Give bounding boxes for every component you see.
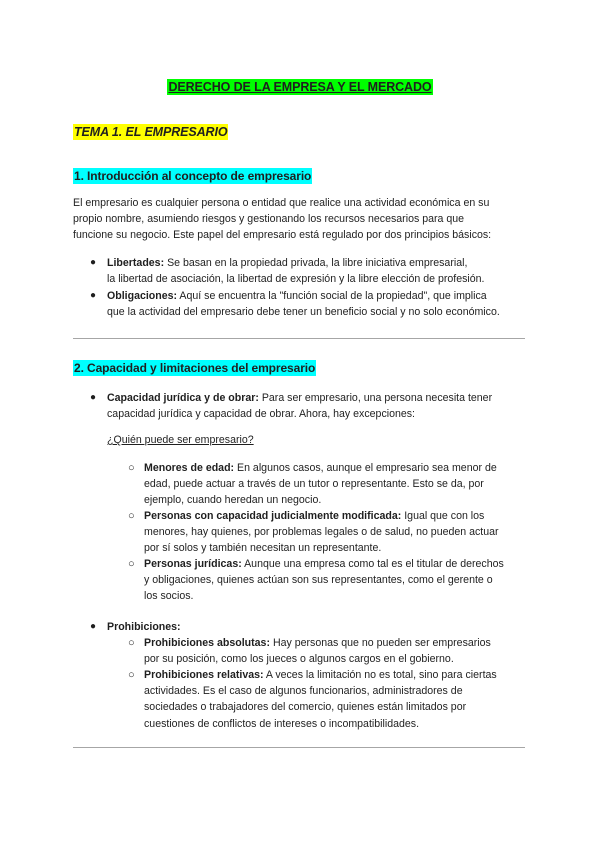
intro-line: propio nombre, asumiendo riesgos y gestionando los recursos necesarios para que: [73, 213, 465, 226]
bullet-text: y obligaciones, quienes actúan son sus representantes, como el gerente o: [144, 574, 493, 587]
bullet-dot: ●: [90, 290, 97, 301]
bullet-text: Hay personas que no pueden ser empresarios: [272, 637, 491, 649]
bullet-text: capacidad jurídica y capacidad de obrar. Ahora, hay excepciones:: [107, 408, 416, 421]
bullet-text: que la actividad del empresario debe tener un beneficio social y no solo económico.: [107, 306, 500, 319]
sub-bullet-menores: [144, 460, 497, 509]
circle-bullet: ○: [128, 669, 135, 681]
bullet-text: Igual que con los: [404, 510, 485, 522]
bullet-text: sociedades o trabajadores del comercio, quienes están limitados por: [144, 701, 467, 714]
intro-line: funcione su negocio. Este papel del empresario está regulado por dos principios básicos:: [73, 229, 492, 242]
bullet-term: Prohibiciones:: [107, 621, 181, 633]
sub-bullet-prohibiciones-absolutas: [144, 635, 491, 667]
section2-heading: 2. Capacidad y limitaciones del empresario: [74, 361, 316, 375]
bullet-dot: ●: [90, 392, 97, 403]
bullet-text: Para ser empresario, una persona necesita tener: [261, 392, 493, 404]
question-link[interactable]: ¿Quién puede ser empresario?: [107, 434, 254, 446]
title-container: [0, 78, 600, 96]
bullet-prohibiciones: [107, 619, 181, 635]
bullet-text: edad, puede actuar a través de un tutor o representante. Esto se da, por: [144, 478, 484, 491]
bullet-term: Libertades:: [107, 257, 165, 269]
bullet-text: por su posición, como los jueces o algunos cargos en el gobierno.: [144, 653, 454, 666]
bullet-text: los socios.: [144, 590, 194, 603]
bullet-term: Personas con capacidad judicialmente modificada:: [144, 510, 402, 522]
section1-heading: 1. Introducción al concepto de empresario: [74, 169, 312, 183]
bullet-text: Se basan en la propiedad privada, la libre iniciativa empresarial,: [167, 257, 468, 269]
bullet-text: por sí solos y también necesitan un representante.: [144, 542, 382, 555]
section1-intro: [73, 195, 533, 244]
bullet-term: Prohibiciones relativas:: [144, 669, 264, 681]
circle-bullet: ○: [128, 637, 135, 649]
sub-bullet-capacidad-modificada: [144, 508, 499, 557]
bullet-text: A veces la limitación no es total, sino para ciertas: [265, 669, 497, 681]
tema-heading: TEMA 1. EL EMPRESARIO: [74, 125, 228, 139]
bullet-text: Aquí se encuentra la "función social de la propiedad", que implica: [179, 290, 487, 302]
circle-bullet: ○: [128, 462, 135, 474]
intro-line: El empresario es cualquier persona o entidad que realice una actividad económica en su: [73, 197, 490, 209]
document-title: DERECHO DE LA EMPRESA Y EL MERCADO: [168, 80, 432, 94]
bullet-term: Obligaciones:: [107, 290, 178, 302]
bullet-dot: ●: [90, 257, 97, 268]
bullet-term: Prohibiciones absolutas:: [144, 637, 270, 649]
bullet-text: Aunque una empresa como tal es el titular de derechos: [244, 558, 504, 570]
bullet-capacidad: [107, 390, 492, 422]
bullet-text: ejemplo, cuando heredan un negocio.: [144, 494, 322, 507]
bullet-dot: ●: [90, 621, 97, 632]
bullet-term: Menores de edad:: [144, 462, 235, 474]
bullet-text: menores, hay quienes, por problemas legales o de salud, no pueden actuar: [144, 526, 499, 539]
bullet-text: actividades. Es el caso de algunos funcionarios, administradores de: [144, 685, 463, 698]
bullet-libertades: [107, 255, 484, 287]
circle-bullet: ○: [128, 558, 135, 570]
circle-bullet: ○: [128, 510, 135, 522]
bullet-term: Capacidad jurídica y de obrar:: [107, 392, 259, 404]
bullet-obligaciones: [107, 288, 500, 320]
bullet-text: la libertad de asociación, la libertad de expresión y la libre elección de profesión.: [107, 273, 485, 286]
sub-bullet-prohibiciones-relativas: [144, 667, 497, 732]
bullet-text: En algunos casos, aunque el empresario sea menor de: [237, 462, 497, 474]
bullet-text: cuestiones de conflictos de intereses o incompatibilidades.: [144, 717, 420, 730]
bullet-term: Personas jurídicas:: [144, 558, 242, 570]
horizontal-divider: [73, 747, 525, 748]
sub-bullet-personas-juridicas: [144, 556, 504, 605]
horizontal-divider: [73, 338, 525, 339]
